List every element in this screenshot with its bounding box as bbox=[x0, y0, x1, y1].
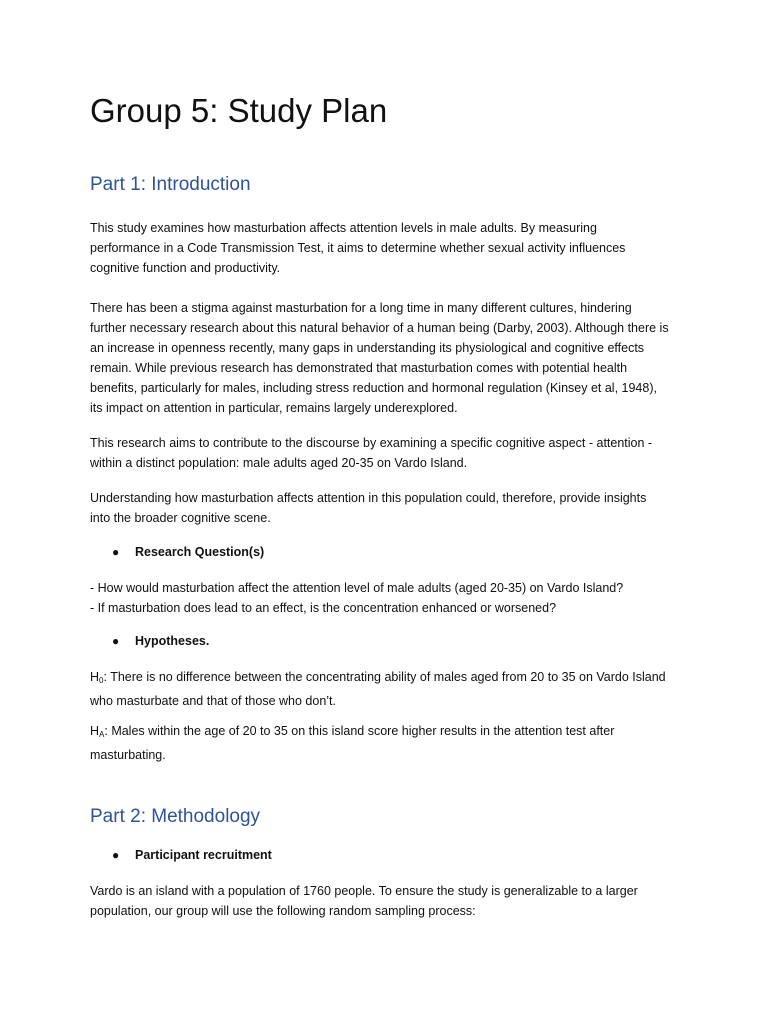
part2-heading: Part 2: Methodology bbox=[90, 806, 261, 827]
intro-line: This study examines how masturbation affects attention levels in male adults. By measuring bbox=[90, 221, 597, 235]
h0-subscript: 0 bbox=[99, 676, 104, 685]
understanding-line: into the broader cognitive scene. bbox=[90, 511, 271, 525]
research-questions-paragraph bbox=[90, 578, 680, 618]
stigma-line: benefits, particularly for males, including stress reduction and hormonal regulation (Kinsey et al, 1948), bbox=[90, 381, 657, 395]
intro-line: cognitive function and productivity. bbox=[90, 261, 281, 275]
participant-recruitment-label: Participant recruitment bbox=[135, 848, 272, 862]
aims-line: This research aims to contribute to the discourse by examining a specific cognitive aspect - attention - bbox=[90, 436, 653, 450]
ha-symbol: H bbox=[90, 724, 100, 738]
research-question-label: Research Question(s) bbox=[135, 545, 265, 559]
part1-heading: Part 1: Introduction bbox=[90, 174, 251, 195]
vardo-line: Vardo is an island with a population of 1760 people. To ensure the study is generalizable to a larger bbox=[90, 884, 638, 898]
stigma-line: an increase in openness recently, many gaps in understanding its physiological and cognitive effects bbox=[90, 341, 645, 355]
bullet-dot-icon: ● bbox=[112, 545, 120, 559]
null-hypothesis-line: who masturbate and that of those who don’t. bbox=[90, 694, 336, 708]
alt-hypothesis-line bbox=[90, 721, 680, 745]
stigma-line: further necessary research about this natural behavior of a human being (Darby, 2003). Although there is bbox=[90, 321, 669, 335]
h0-symbol: H bbox=[90, 670, 100, 684]
understanding-paragraph bbox=[90, 488, 680, 528]
null-hypothesis-paragraph bbox=[90, 667, 680, 711]
aims-paragraph bbox=[90, 433, 680, 473]
stigma-line: There has been a stigma against masturbation for a long time in many different cultures, hindering bbox=[90, 301, 632, 315]
null-hypothesis-line bbox=[90, 667, 680, 691]
research-question-bullet bbox=[112, 545, 264, 559]
alt-hypothesis-line: masturbating. bbox=[90, 748, 166, 762]
research-question-line: - How would masturbation affect the attention level of male adults (aged 20-35) on Vardo Island? bbox=[90, 581, 624, 595]
vardo-line: population, our group will use the following random sampling process: bbox=[90, 904, 476, 918]
hypotheses-bullet bbox=[112, 634, 209, 648]
bullet-dot-icon: ● bbox=[112, 634, 120, 648]
understanding-line: Understanding how masturbation affects attention in this population could, therefore, provide insights bbox=[90, 491, 647, 505]
bullet-dot-icon: ● bbox=[112, 848, 120, 862]
hypotheses-label: Hypotheses. bbox=[135, 634, 210, 648]
stigma-line: its impact on attention in particular, remains largely underexplored. bbox=[90, 401, 458, 415]
stigma-line: remain. While previous research has demonstrated that masturbation comes with potential health bbox=[90, 361, 628, 375]
ha-subscript: A bbox=[99, 730, 105, 739]
research-question-line: - If masturbation does lead to an effect, is the concentration enhanced or worsened? bbox=[90, 601, 557, 615]
alt-hypothesis-paragraph bbox=[90, 721, 680, 765]
h0-text: : There is no difference between the concentrating ability of males aged from 20 to 35 on Vardo Island bbox=[103, 670, 666, 684]
participant-recruitment-bullet bbox=[112, 848, 272, 862]
intro-line: performance in a Code Transmission Test, it aims to determine whether sexual activity influences bbox=[90, 241, 626, 255]
intro-paragraph bbox=[90, 218, 680, 278]
stigma-paragraph bbox=[90, 298, 680, 418]
ha-text: : Males within the age of 20 to 35 on this island score higher results in the attention test after bbox=[104, 724, 615, 738]
aims-line: within a distinct population: male adults aged 20-35 on Vardo Island. bbox=[90, 456, 468, 470]
document-title: Group 5: Study Plan bbox=[90, 92, 388, 129]
vardo-paragraph bbox=[90, 881, 680, 921]
